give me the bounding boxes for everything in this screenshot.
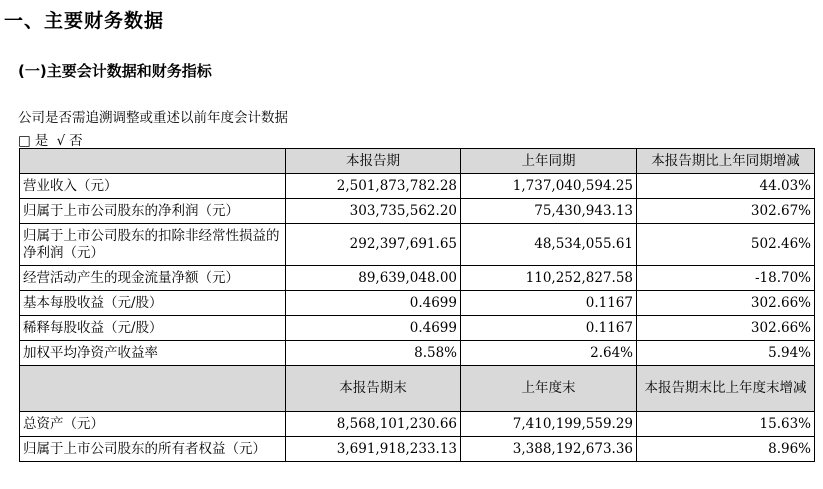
table-row xyxy=(20,437,815,462)
current-value: 292,397,691.65 xyxy=(286,224,461,266)
period-end-value: 8,568,101,230.66 xyxy=(286,412,461,437)
table2-header-period-end: 本报告期末 xyxy=(286,366,461,412)
change-value: 8.96% xyxy=(637,437,815,462)
yes-label: 是 xyxy=(34,133,49,149)
current-value: 89,639,048.00 xyxy=(286,266,461,291)
change-value: -18.70% xyxy=(637,266,815,291)
row-label: 归属于上市公司股东的净利润（元） xyxy=(20,199,286,224)
no-label: 否 xyxy=(69,133,83,149)
change-value: 5.94% xyxy=(637,341,815,366)
table-row xyxy=(20,266,815,291)
change-value: 302.67% xyxy=(637,199,815,224)
prior-value: 2.64% xyxy=(461,341,637,366)
table1-header-prior: 上年同期 xyxy=(461,149,637,174)
change-value: 44.03% xyxy=(637,174,815,199)
change-value: 302.66% xyxy=(637,316,815,341)
current-value: 0.4699 xyxy=(286,291,461,316)
table-row xyxy=(20,412,815,437)
section-title: 一、主要财务数据 xyxy=(4,10,165,32)
row-label: 归属于上市公司股东的所有者权益（元） xyxy=(20,437,286,462)
financial-data-table xyxy=(19,148,815,462)
prior-value: 0.1167 xyxy=(461,316,637,341)
row-label: 归属于上市公司股东的扣除非经常性损益的净利润（元） xyxy=(20,224,286,266)
restate-options xyxy=(18,129,87,149)
table2-header-row xyxy=(20,366,815,412)
change-value: 302.66% xyxy=(637,291,815,316)
row-label: 总资产（元） xyxy=(20,412,286,437)
subsection-title: (一)主要会计数据和财务指标 xyxy=(18,62,212,80)
prior-year-end-value: 7,410,199,559.29 xyxy=(461,412,637,437)
current-value: 303,735,562.20 xyxy=(286,199,461,224)
table-row xyxy=(20,199,815,224)
current-value: 8.58% xyxy=(286,341,461,366)
prior-value: 48,534,055.61 xyxy=(461,224,637,266)
table-row xyxy=(20,224,815,266)
table-row xyxy=(20,341,815,366)
prior-year-end-value: 3,388,192,673.36 xyxy=(461,437,637,462)
no-check-icon: √ xyxy=(56,133,66,149)
yes-checkbox-icon: □ xyxy=(18,133,31,149)
row-label: 经营活动产生的现金流量净额（元） xyxy=(20,266,286,291)
row-label: 营业收入（元） xyxy=(20,174,286,199)
table2-header-change: 本报告期末比上年度末增减 xyxy=(637,366,815,412)
period-end-value: 3,691,918,233.13 xyxy=(286,437,461,462)
row-label: 稀释每股收益（元/股） xyxy=(20,316,286,341)
restate-question: 公司是否需追溯调整或重述以前年度会计数据 xyxy=(18,110,288,126)
prior-value: 1,737,040,594.25 xyxy=(461,174,637,199)
change-value: 15.63% xyxy=(637,412,815,437)
change-value: 502.46% xyxy=(637,224,815,266)
table1-header-corner xyxy=(20,149,286,174)
table2-header-prior-year-end: 上年度末 xyxy=(461,366,637,412)
prior-value: 110,252,827.58 xyxy=(461,266,637,291)
row-label: 加权平均净资产收益率 xyxy=(20,341,286,366)
table1-header-row xyxy=(20,149,815,174)
prior-value: 75,430,943.13 xyxy=(461,199,637,224)
current-value: 0.4699 xyxy=(286,316,461,341)
table1-header-current: 本报告期 xyxy=(286,149,461,174)
table-row xyxy=(20,174,815,199)
prior-value: 0.1167 xyxy=(461,291,637,316)
table2-header-corner xyxy=(20,366,286,412)
table-row xyxy=(20,291,815,316)
table1-header-change: 本报告期比上年同期增减 xyxy=(637,149,815,174)
table-row xyxy=(20,316,815,341)
current-value: 2,501,873,782.28 xyxy=(286,174,461,199)
row-label: 基本每股收益（元/股） xyxy=(20,291,286,316)
